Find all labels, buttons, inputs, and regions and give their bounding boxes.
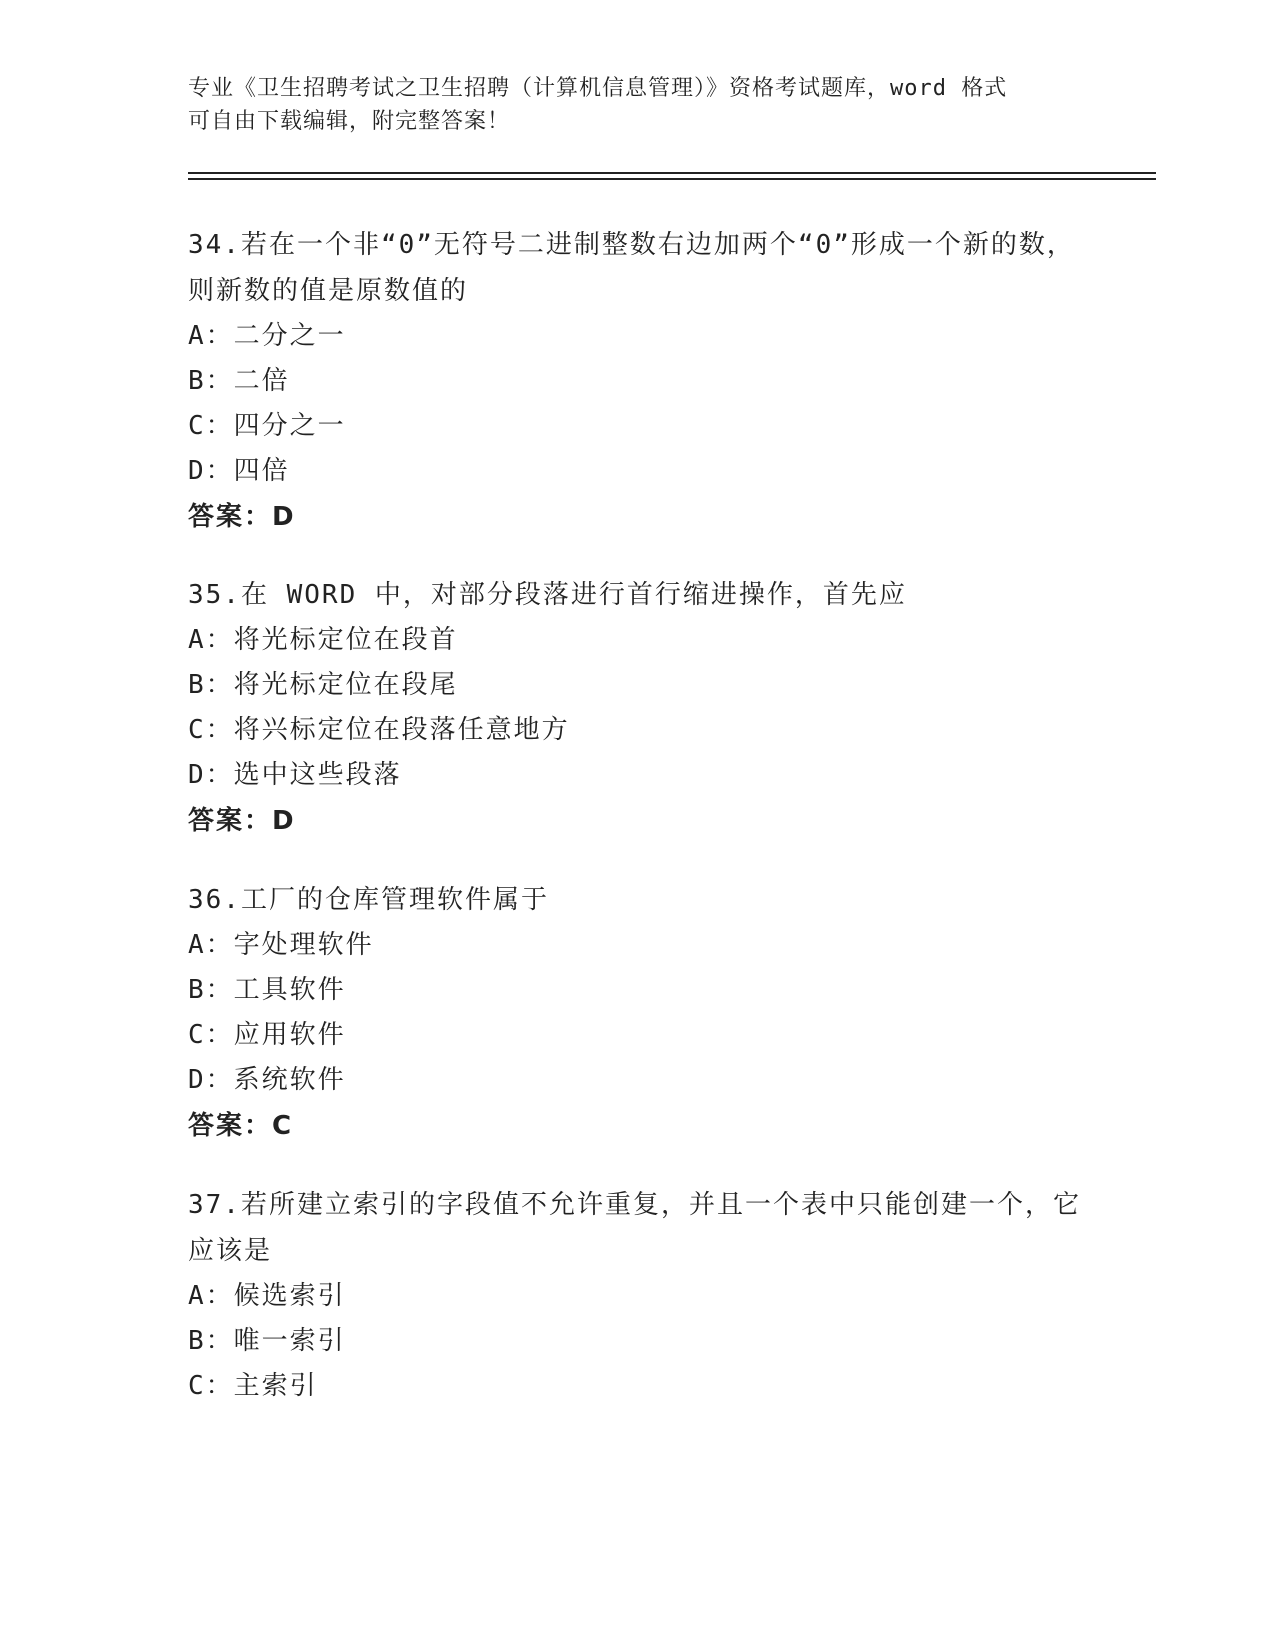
header-divider-bottom [188, 178, 1156, 180]
question-text [188, 877, 1088, 923]
option-b: B：将光标定位在段尾 [188, 670, 458, 700]
question-number: 37. [188, 1190, 241, 1220]
question-stem: 若在一个非“0”无符号二进制整数右边加两个“0”形成一个新的数，则新数的值是原数值的 [188, 230, 1075, 306]
question-text [188, 222, 1088, 314]
question-stem: 工厂的仓库管理软件属于 [240, 885, 549, 915]
option-d: D：选中这些段落 [188, 760, 402, 790]
question-number: 36. [188, 885, 241, 915]
option-c: C：主索引 [188, 1371, 318, 1401]
question-37 [188, 1182, 1088, 1409]
question-text [188, 572, 1088, 618]
option-a: A：字处理软件 [188, 930, 374, 960]
option-b: B：工具软件 [188, 975, 346, 1005]
question-stem: 在 WORD 中，对部分段落进行首行缩进操作，首先应 [240, 580, 907, 610]
question-number: 35. [188, 580, 241, 610]
option-a: A：二分之一 [188, 321, 346, 351]
header-divider-top [188, 172, 1156, 174]
option-a: A：候选索引 [188, 1281, 346, 1311]
question-34 [188, 222, 1088, 540]
answer: 答案：D [188, 806, 296, 836]
option-a: A：将光标定位在段首 [188, 625, 458, 655]
answer: 答案：D [188, 502, 296, 532]
option-d: D：系统软件 [188, 1065, 346, 1095]
option-b: B：二倍 [188, 366, 290, 396]
question-36 [188, 877, 1088, 1149]
answer: 答案：C [188, 1111, 294, 1141]
question-number: 34. [188, 230, 241, 260]
question-stem: 若所建立索引的字段值不允许重复，并且一个表中只能创建一个，它应该是 [188, 1190, 1081, 1266]
header-line-1: 专业《卫生招聘考试之卫生招聘（计算机信息管理）》资格考试题库，word 格式 [188, 76, 1008, 101]
question-text [188, 1182, 1088, 1274]
question-35 [188, 572, 1088, 844]
option-c: C：应用软件 [188, 1020, 346, 1050]
option-c: C：四分之一 [188, 411, 346, 441]
header-line-2: 可自由下载编辑，附完整答案！ [188, 109, 511, 134]
option-d: D：四倍 [188, 456, 290, 486]
option-c: C：将兴标定位在段落任意地方 [188, 715, 570, 745]
option-b: B：唯一索引 [188, 1326, 346, 1356]
document-header [188, 72, 1088, 138]
